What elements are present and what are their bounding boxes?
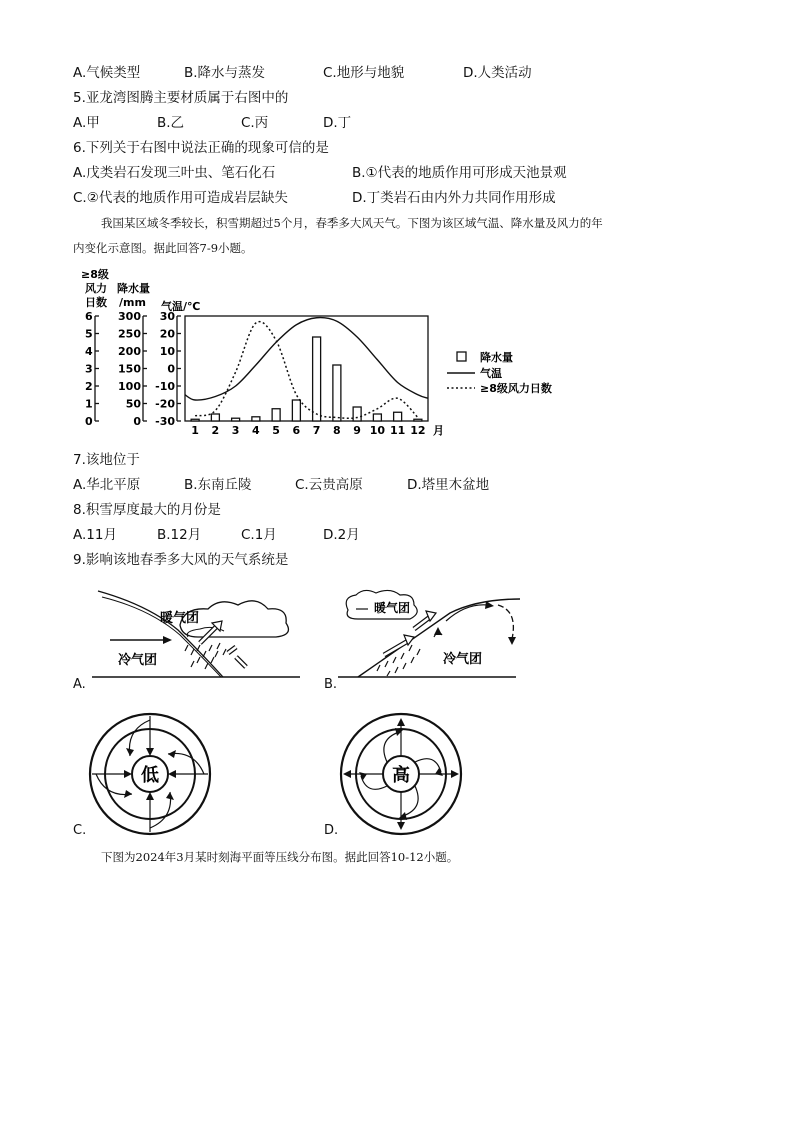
bar-precip-8 <box>333 365 341 421</box>
q8-option-b: B.12月 <box>157 527 202 543</box>
month-tick-label: 9 <box>353 424 361 437</box>
figure-d-anticyclone <box>337 710 467 838</box>
month-unit: 月 <box>433 424 444 437</box>
precip-tick-label: 300 <box>118 310 141 323</box>
fig-b-warm-label: 暖气团 <box>374 601 411 615</box>
temp-tick-label: -10 <box>155 380 175 393</box>
temp-tick-label: 20 <box>159 327 175 341</box>
passage-7-9-line1: 我国某区域冬季较长，积雪期超过5个月，春季多大风天气。下图为该区域气温、降水量及风力的年 <box>101 216 603 230</box>
q5-option-b: B.乙 <box>157 115 185 131</box>
figure-c-cyclone <box>86 710 214 838</box>
month-tick-label: 1 <box>191 424 199 437</box>
precip-axis-title-1: 降水量 <box>117 282 150 295</box>
precip-axis-title-2: /mm <box>119 296 146 309</box>
temp-tick-label: 30 <box>159 310 175 323</box>
bar-precip-9 <box>353 407 361 421</box>
q4-option-d: D.人类活动 <box>463 65 532 81</box>
month-tick-label: 11 <box>389 424 406 437</box>
q4-option-a: A.气候类型 <box>73 65 141 81</box>
wind-tick-label: 3 <box>85 362 93 376</box>
bar-precip-3 <box>232 418 240 421</box>
wind-tick-label: 5 <box>85 327 93 341</box>
precip-tick-label: 150 <box>118 362 141 376</box>
q5-option-a: A.甲 <box>73 115 100 131</box>
series-wind-line <box>195 322 418 419</box>
wind-tick-label: 6 <box>85 310 93 323</box>
q6-option-a: A.戊类岩石发现三叶虫、笔石化石 <box>73 165 276 181</box>
legend <box>447 350 552 395</box>
series-temperature-line <box>185 318 428 400</box>
month-tick-label: 3 <box>231 424 240 437</box>
figure-b-warm-front <box>338 585 528 685</box>
fig-b-cold-label: 冷气团 <box>443 652 483 667</box>
month-tick-label: 8 <box>333 424 341 437</box>
month-tick-label: 10 <box>369 424 386 437</box>
temp-tick-label: 10 <box>159 345 175 358</box>
q8-stem: 8.积雪厚度最大的月份是 <box>73 502 221 518</box>
bar-precip-2 <box>211 414 219 421</box>
precip-tick-label: 250 <box>118 327 141 341</box>
q6-option-b: B.①代表的地质作用可形成天池景观 <box>352 165 567 181</box>
precip-tick-label: 100 <box>118 380 141 393</box>
figure-a-cold-front <box>88 585 308 685</box>
q9-stem: 9.影响该地春季多大风的天气系统是 <box>73 552 289 568</box>
q7-option-a: A.华北平原 <box>73 477 141 493</box>
q7-option-d: D.塔里木盆地 <box>407 477 490 493</box>
month-tick-label: 4 <box>252 424 260 437</box>
plot-frame <box>185 316 428 421</box>
passage-10-12: 下图为2024年3月某时刻海平面等压线分布图。据此回答10-12小题。 <box>101 850 459 864</box>
fig-d-letter: D. <box>324 823 339 838</box>
bar-precip-6 <box>292 400 300 421</box>
climate-chart <box>75 264 575 442</box>
q7-option-c: C.云贵高原 <box>295 477 363 493</box>
q4-option-b: B.降水与蒸发 <box>184 65 266 81</box>
bar-precip-10 <box>373 414 381 421</box>
bar-precip-7 <box>313 337 321 421</box>
month-tick-label: 5 <box>272 424 280 437</box>
legend-temp: 气温 <box>480 367 502 380</box>
bar-precip-5 <box>272 409 280 421</box>
wind-axis-title-1: ≥8级 <box>81 268 109 281</box>
fig-b-letter: B. <box>324 677 338 692</box>
q6-stem: 6.下列关于右图中说法正确的现象可信的是 <box>73 140 329 156</box>
bar-precip-1 <box>191 419 199 421</box>
fig-a-warm-label: 暖气团 <box>160 611 200 626</box>
q5-option-d: D.丁 <box>323 115 352 131</box>
precip-tick-label: 50 <box>125 397 141 411</box>
wind-tick-label: 4 <box>85 345 93 358</box>
legend-wind: ≥8级风力日数 <box>480 382 552 395</box>
precip-tick-label: 0 <box>133 415 141 428</box>
wind-tick-label: 2 <box>85 380 93 393</box>
q6-option-d: D.丁类岩石由内外力共同作用形成 <box>352 190 556 206</box>
legend-bar-swatch <box>457 352 466 361</box>
fig-c-letter: C. <box>73 823 87 838</box>
wind-tick-label: 0 <box>85 415 93 428</box>
wind-axis-title-3: 日数 <box>85 296 107 309</box>
bar-precip-4 <box>252 417 260 421</box>
temp-axis-title: 气温/℃ <box>161 300 201 313</box>
legend-precip: 降水量 <box>480 351 513 364</box>
temp-tick-label: -20 <box>155 397 175 411</box>
fig-d-center-label: 高 <box>392 765 410 786</box>
month-tick-label: 12 <box>410 424 426 437</box>
bar-precip-12 <box>414 419 422 421</box>
month-tick-label: 7 <box>312 424 321 437</box>
q8-option-a: A.11月 <box>73 527 117 543</box>
fig-a-letter: A. <box>73 677 86 692</box>
precip-tick-label: 200 <box>118 345 141 358</box>
q4-option-c: C.地形与地貌 <box>323 65 405 81</box>
temp-tick-label: -30 <box>155 415 175 428</box>
fig-a-cold-label: 冷气团 <box>118 653 158 668</box>
q6-option-c: C.②代表的地质作用可造成岩层缺失 <box>73 190 288 206</box>
q8-option-d: D.2月 <box>323 527 360 543</box>
wind-axis-title-2: 风力 <box>85 282 107 295</box>
passage-7-9-line2: 内变化示意图。据此回答7-9小题。 <box>73 241 253 255</box>
q8-option-c: C.1月 <box>241 527 277 543</box>
q5-stem: 5.亚龙湾图腾主要材质属于右图中的 <box>73 90 289 106</box>
month-tick-label: 2 <box>211 424 220 437</box>
temp-tick-label: 0 <box>167 362 175 376</box>
q7-option-b: B.东南丘陵 <box>184 477 252 493</box>
month-tick-label: 6 <box>292 424 301 437</box>
bar-precip-11 <box>394 412 402 421</box>
wind-tick-label: 1 <box>85 397 93 411</box>
q5-option-c: C.丙 <box>241 115 269 131</box>
q7-stem: 7.该地位于 <box>73 452 140 468</box>
fig-c-center-label: 低 <box>141 765 159 786</box>
